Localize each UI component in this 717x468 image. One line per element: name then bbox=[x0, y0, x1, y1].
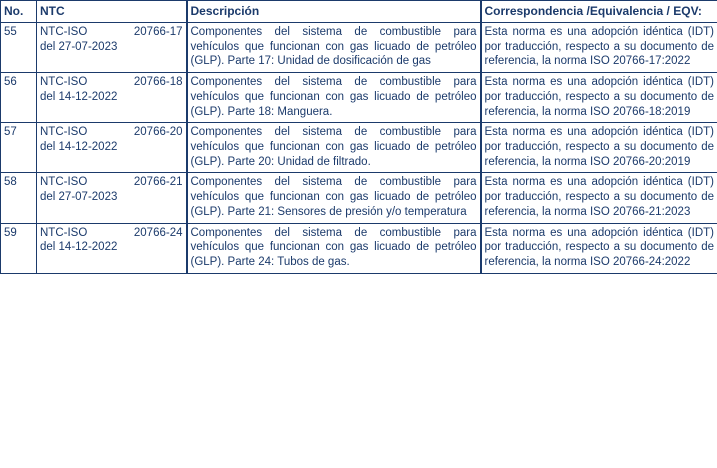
cell-correspondencia: Esta norma es una adopción idéntica (IDT) por traducción, respecto a su documento de referencia, la norma ISO 20766-21:2023 bbox=[481, 173, 717, 223]
table-row bbox=[1, 123, 717, 173]
cell-ntc bbox=[37, 123, 187, 173]
column-header-correspondencia: Correspondencia /Equivalencia / EQV: bbox=[481, 1, 717, 23]
cell-correspondencia: Esta norma es una adopción idéntica (IDT) por traducción, respecto a su documento de referencia, la norma ISO 20766-17:2022 bbox=[481, 23, 717, 73]
ntc-date: del 27-07-2023 bbox=[40, 40, 118, 53]
ntc-date: del 14-12-2022 bbox=[40, 241, 118, 254]
cell-correspondencia: Esta norma es una adopción idéntica (IDT) por traducción, respecto a su documento de referencia, la norma ISO 20766-18:2019 bbox=[481, 73, 717, 123]
ntc-code: NTC-ISO 20766-20 bbox=[40, 126, 183, 139]
ntc-date: del 27-07-2023 bbox=[40, 191, 118, 204]
column-header-ntc: NTC bbox=[37, 1, 187, 23]
table-row bbox=[1, 173, 717, 223]
cell-ntc bbox=[37, 73, 187, 123]
table-row bbox=[1, 23, 717, 73]
ntc-code: NTC-ISO 20766-24 bbox=[40, 226, 183, 239]
ntc-code: NTC-ISO 20766-18 bbox=[40, 76, 183, 89]
cell-no: 58 bbox=[1, 173, 37, 223]
cell-ntc bbox=[37, 173, 187, 223]
ntc-date: del 14-12-2022 bbox=[40, 141, 118, 154]
cell-descripcion: Componentes del sistema de combustible para vehículos que funcionan con gas licuado de petróleo (GLP). Parte 24: Tubos de gas. bbox=[187, 223, 481, 273]
cell-descripcion: Componentes del sistema de combustible para vehículos que funcionan con gas licuado de petróleo (GLP). Parte 17: Unidad de dosificación de gas bbox=[187, 23, 481, 73]
table-row bbox=[1, 73, 717, 123]
table-header bbox=[1, 1, 717, 23]
column-header-descripcion: Descripción bbox=[187, 1, 481, 23]
cell-no: 57 bbox=[1, 123, 37, 173]
cell-descripcion: Componentes del sistema de combustible para vehículos que funcionan con gas licuado de petróleo (GLP). Parte 20: Unidad de filtrado. bbox=[187, 123, 481, 173]
ntc-code: NTC-ISO 20766-17 bbox=[40, 26, 183, 38]
ntc-code: NTC-ISO 20766-21 bbox=[40, 176, 183, 189]
cell-descripcion: Componentes del sistema de combustible para vehículos que funcionan con gas licuado de petróleo (GLP). Parte 21: Sensores de presión y/o temperatura bbox=[187, 173, 481, 223]
table-header-row bbox=[1, 1, 717, 23]
cell-correspondencia: Esta norma es una adopción idéntica (IDT) por traducción, respecto a su documento de referencia, la norma ISO 20766-24:2022 bbox=[481, 223, 717, 273]
cell-ntc bbox=[37, 223, 187, 273]
cell-descripcion: Componentes del sistema de combustible para vehículos que funcionan con gas licuado de petróleo (GLP). Parte 18: Manguera. bbox=[187, 73, 481, 123]
cell-ntc bbox=[37, 23, 187, 73]
cell-no: 59 bbox=[1, 223, 37, 273]
cell-correspondencia: Esta norma es una adopción idéntica (IDT) por traducción, respecto a su documento de referencia, la norma ISO 20766-20:2019 bbox=[481, 123, 717, 173]
table-body bbox=[1, 23, 717, 274]
column-header-no: No. bbox=[1, 1, 37, 23]
table-row bbox=[1, 223, 717, 273]
ntc-date: del 14-12-2022 bbox=[40, 90, 118, 103]
cell-no: 56 bbox=[1, 73, 37, 123]
cell-no: 55 bbox=[1, 23, 37, 73]
